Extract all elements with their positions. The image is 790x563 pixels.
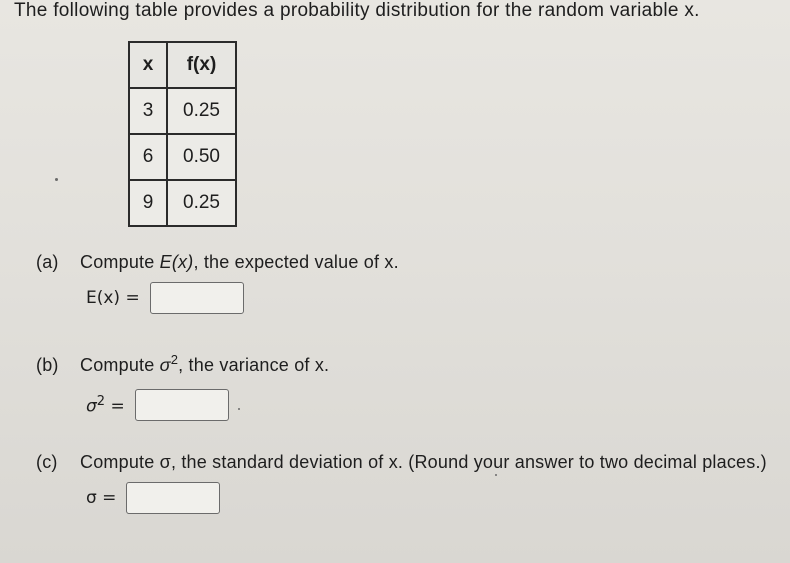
answer-b-sup: 2: [96, 393, 106, 409]
answer-a-label: E(x) =: [86, 288, 140, 308]
answer-c-row: [86, 482, 220, 514]
question-b-pre: Compute: [80, 355, 160, 375]
question-a-symbol: E(x): [159, 252, 194, 272]
question-b-sup: 2: [170, 352, 179, 367]
answer-a-row: [86, 282, 244, 314]
table-row: [129, 180, 236, 226]
paper-speck: [495, 474, 497, 476]
question-b-post: , the variance of x.: [178, 355, 330, 375]
header-x: x: [129, 42, 167, 88]
paper-speck: [55, 178, 58, 181]
question-a-tag: (a): [36, 252, 59, 272]
cell-fx: 0.25: [167, 180, 236, 226]
question-a: [36, 252, 399, 273]
cell-x: 6: [129, 134, 167, 180]
std-dev-input[interactable]: [126, 482, 220, 514]
answer-b-row: [86, 389, 229, 421]
answer-b-label: [86, 394, 125, 417]
question-a-post: , the expected value of x.: [193, 252, 399, 272]
cell-fx: 0.25: [167, 88, 236, 134]
cell-fx: 0.50: [167, 134, 236, 180]
expected-value-input[interactable]: [150, 282, 244, 314]
question-b-symbol: σ: [159, 355, 171, 375]
variance-input[interactable]: [135, 389, 229, 421]
header-fx: f(x): [167, 42, 236, 88]
answer-b-symbol: σ: [86, 396, 97, 417]
answer-c-label: σ =: [86, 488, 117, 508]
answer-b-eq: =: [110, 396, 125, 417]
table-row: [129, 88, 236, 134]
table-header-row: [129, 42, 236, 88]
question-b: [36, 352, 329, 376]
cell-x: 3: [129, 88, 167, 134]
question-b-tag: (b): [36, 355, 59, 375]
question-c-prompt: Compute σ, the standard deviation of x. (Round your answer to two decimal places.): [80, 452, 767, 472]
cell-x: 9: [129, 180, 167, 226]
table-row: [129, 134, 236, 180]
probability-table: [128, 41, 237, 227]
question-c-tag: (c): [36, 452, 58, 472]
question-c: [36, 452, 767, 473]
problem-intro: The following table provides a probability distribution for the random variable x.: [14, 0, 700, 21]
question-a-pre: Compute: [80, 252, 160, 272]
paper-speck: [238, 408, 240, 410]
